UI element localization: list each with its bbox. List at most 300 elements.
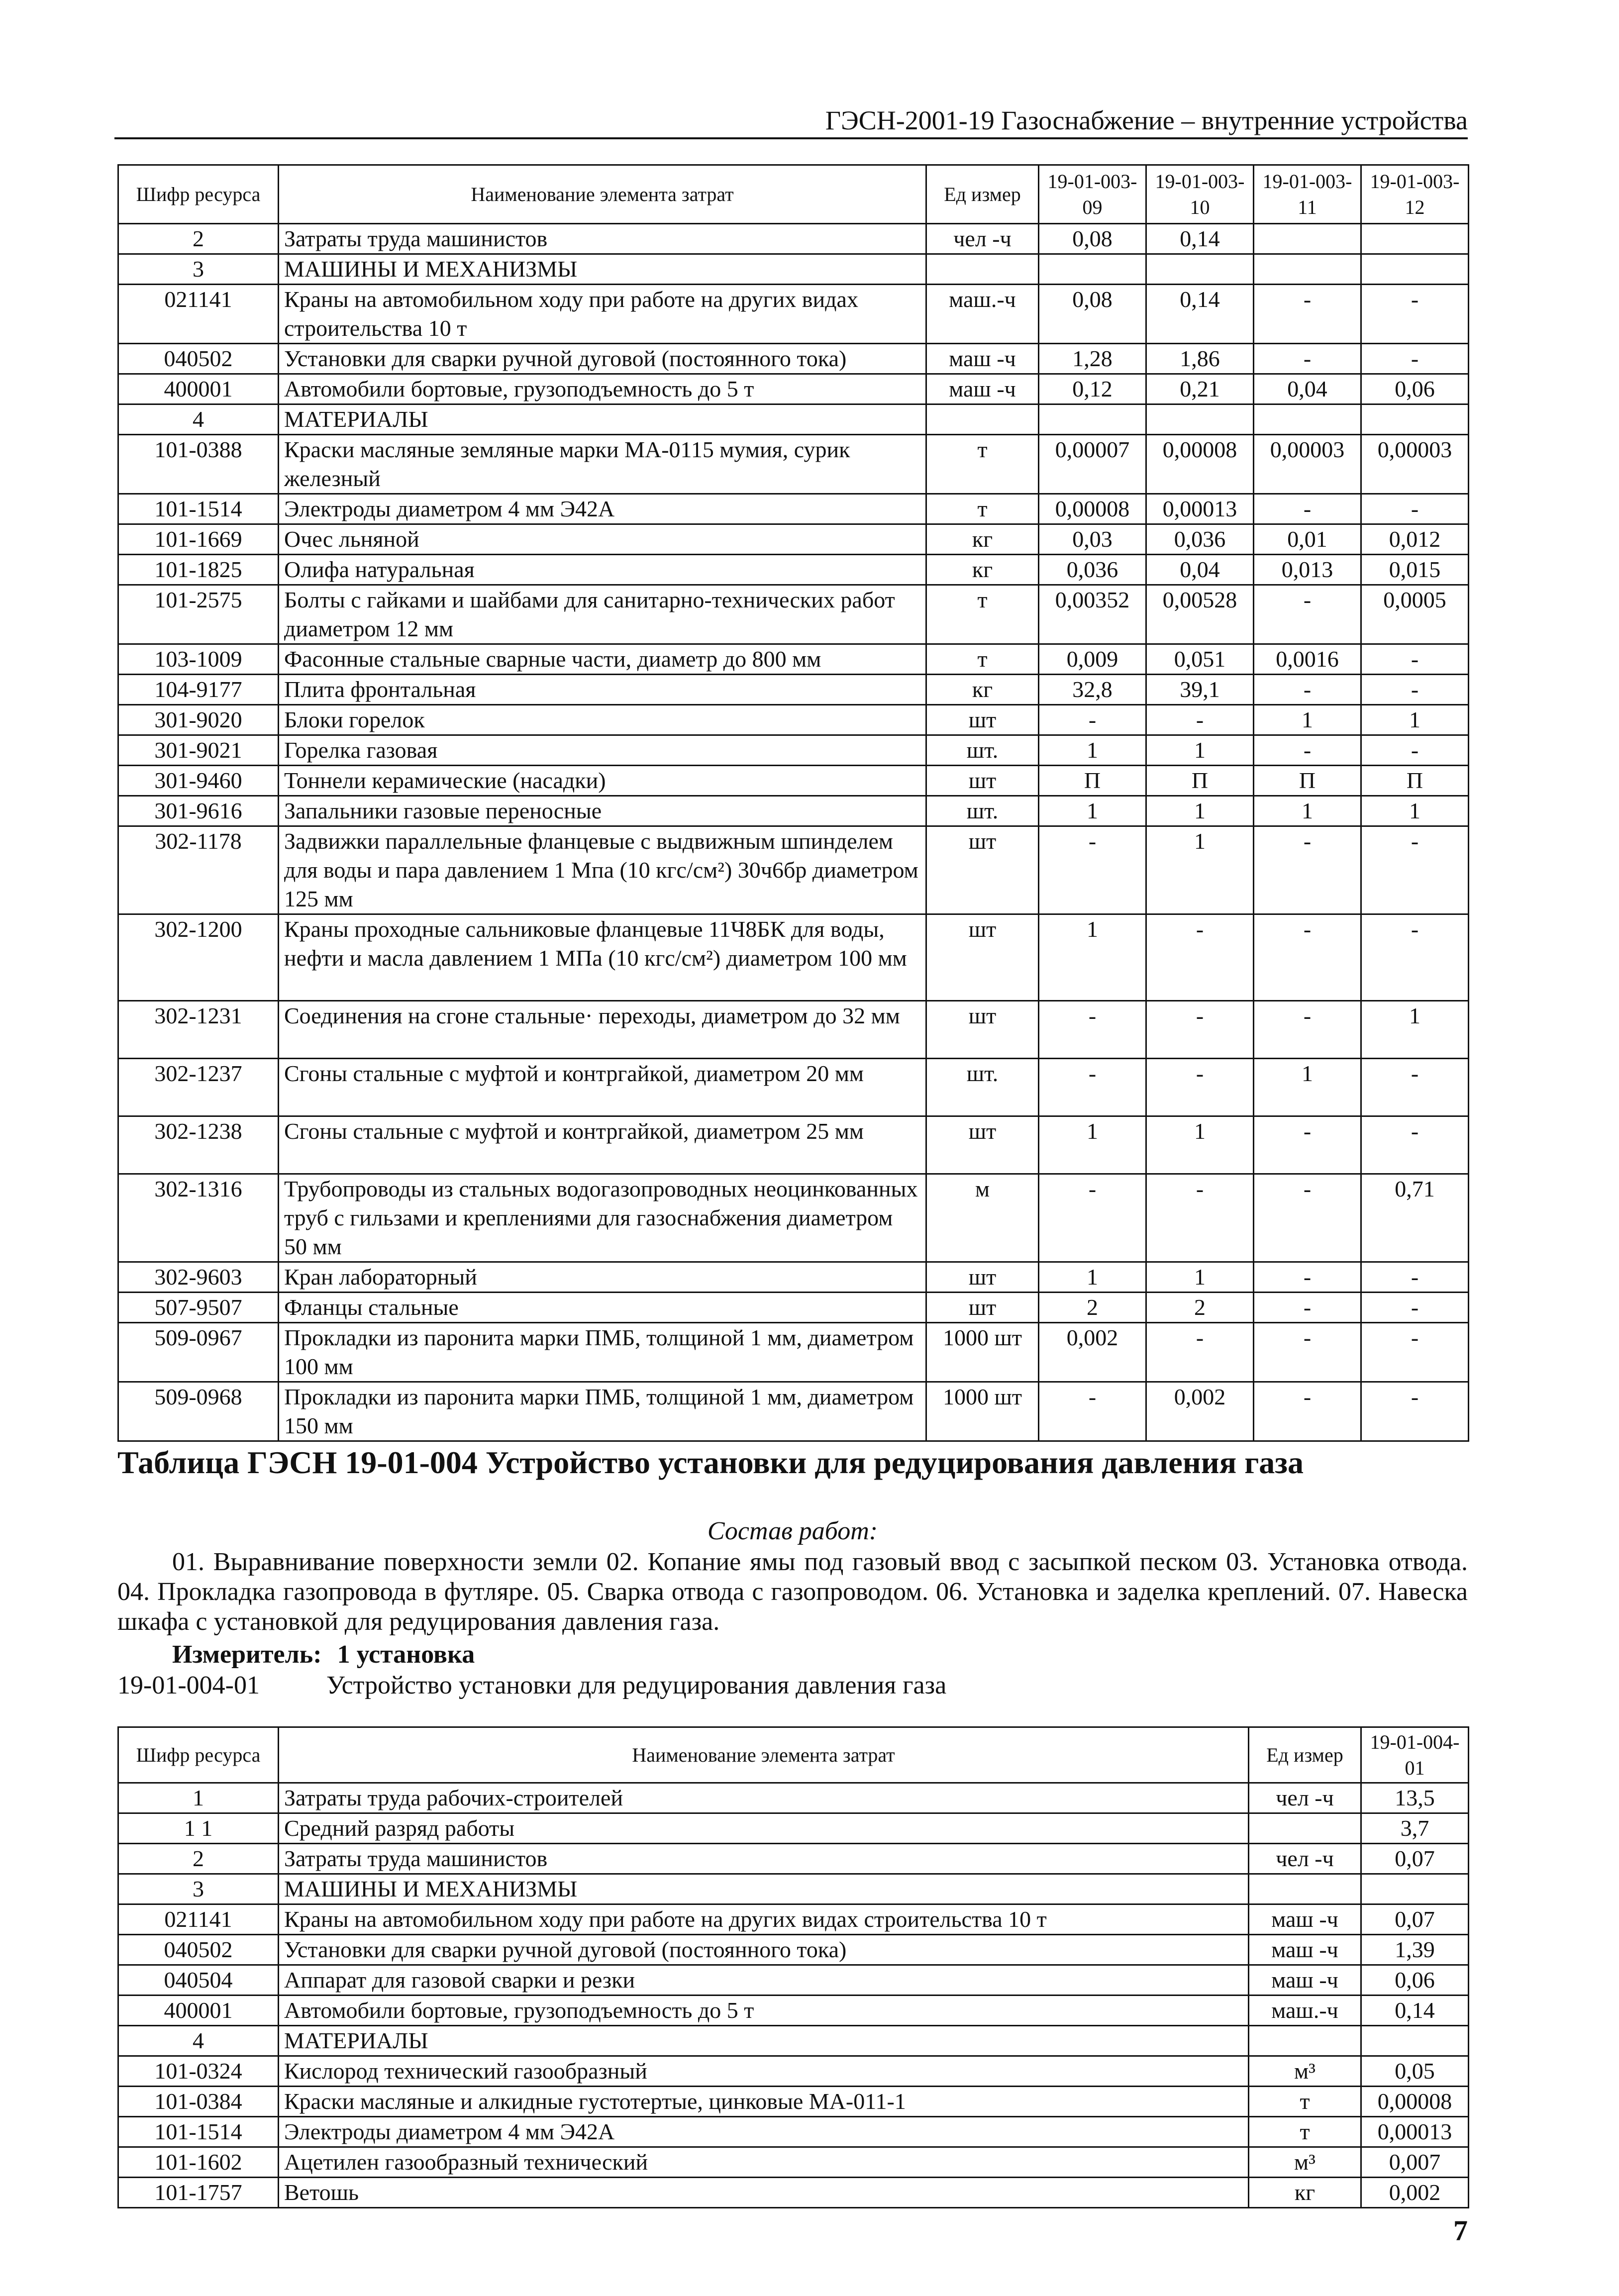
norm-value: - bbox=[1361, 344, 1469, 374]
cost-element-name: Запальники газовые переносные bbox=[279, 796, 926, 826]
norm-value: 0,00352 bbox=[1039, 585, 1146, 644]
table-row bbox=[118, 2117, 1469, 2147]
cost-element-name: Краны проходные сальниковые фланцевые 11Ч8БК для воды, нефти и масла давлением 1 МПа (10 кгс/см²) диаметром 100 мм bbox=[279, 914, 926, 1001]
norm-value: 0,00008 bbox=[1039, 494, 1146, 524]
table-row bbox=[118, 2147, 1469, 2178]
resource-code: 104-9177 bbox=[118, 675, 279, 705]
unit-cell: т bbox=[926, 644, 1039, 675]
cost-element-name: Установки для сварки ручной дуговой (постоянного тока) bbox=[279, 344, 926, 374]
norm-value: 13,5 bbox=[1361, 1783, 1469, 1813]
unit-cell: кг bbox=[926, 524, 1039, 555]
norm-value: 0,07 bbox=[1361, 1904, 1469, 1935]
table-header-row bbox=[118, 1727, 1469, 1783]
resource-code: 400001 bbox=[118, 374, 279, 404]
cost-element-name: МАШИНЫ И МЕХАНИЗМЫ bbox=[279, 254, 926, 285]
table-row bbox=[118, 735, 1469, 766]
cost-element-name: Кислород технический газообразный bbox=[279, 2056, 1249, 2087]
table-row bbox=[118, 705, 1469, 735]
cost-element-name: Плита фронтальная bbox=[279, 675, 926, 705]
unit-cell: чел -ч bbox=[1249, 1844, 1361, 1874]
norm-value: 1 bbox=[1039, 735, 1146, 766]
cost-element-name: Средний разряд работы bbox=[279, 1813, 1249, 1844]
table-row bbox=[118, 1382, 1469, 1441]
norm-value: 0,002 bbox=[1039, 1323, 1146, 1382]
table-row bbox=[118, 1783, 1469, 1813]
norm-value: - bbox=[1361, 914, 1469, 1001]
resource-code: 101-0384 bbox=[118, 2087, 279, 2117]
norm-value bbox=[1254, 254, 1361, 285]
table-row bbox=[118, 826, 1469, 914]
resource-code: 509-0968 bbox=[118, 1382, 279, 1441]
table-row bbox=[118, 675, 1469, 705]
cost-element-name: Краски масляные и алкидные густотертые, цинковые МА-011-1 bbox=[279, 2087, 1249, 2117]
unit-cell: шт bbox=[926, 1001, 1039, 1059]
norm-value: - bbox=[1361, 826, 1469, 914]
norm-value: 0,01 bbox=[1254, 524, 1361, 555]
unit-cell: шт. bbox=[926, 735, 1039, 766]
resource-code: 2 bbox=[118, 224, 279, 254]
resource-code: 101-0388 bbox=[118, 435, 279, 494]
norm-value: - bbox=[1146, 705, 1254, 735]
norm-value: 1 bbox=[1039, 914, 1146, 1001]
norm-value: - bbox=[1254, 1174, 1361, 1262]
norm-value: 0,013 bbox=[1254, 555, 1361, 585]
unit-cell: шт bbox=[926, 1116, 1039, 1174]
resource-code: 101-0324 bbox=[118, 2056, 279, 2087]
norm-value: - bbox=[1361, 285, 1469, 344]
col-header-norm: 19-01-003-12 bbox=[1361, 165, 1469, 224]
cost-element-name: Сгоны стальные с муфтой и контргайкой, диаметром 25 мм bbox=[279, 1116, 926, 1174]
cost-element-name: МАШИНЫ И МЕХАНИЗМЫ bbox=[279, 1874, 1249, 1904]
resource-code: 301-9021 bbox=[118, 735, 279, 766]
cost-element-name: Кран лабораторный bbox=[279, 1262, 926, 1293]
norm-value: - bbox=[1039, 1059, 1146, 1116]
cost-element-name: Затраты труда машинистов bbox=[279, 1844, 1249, 1874]
table-row bbox=[118, 1935, 1469, 1965]
running-header bbox=[114, 106, 1468, 139]
resource-code: 302-1238 bbox=[118, 1116, 279, 1174]
unit-cell: шт. bbox=[926, 1059, 1039, 1116]
norm-value: 0,04 bbox=[1254, 374, 1361, 404]
cost-element-name: Тоннели керамические (насадки) bbox=[279, 766, 926, 796]
unit-cell: 1000 шт bbox=[926, 1323, 1039, 1382]
table-row bbox=[118, 2178, 1469, 2208]
norm-value: - bbox=[1146, 1174, 1254, 1262]
section-title: Таблица ГЭСН 19-01-004 Устройство установки для редуцирования давления газа bbox=[117, 1445, 1304, 1480]
norm-value bbox=[1361, 254, 1469, 285]
norm-value: - bbox=[1039, 1001, 1146, 1059]
norm-value: - bbox=[1254, 1293, 1361, 1323]
norm-value: 0,14 bbox=[1361, 1996, 1469, 2026]
cost-element-name: Автомобили бортовые, грузоподъемность до 5 т bbox=[279, 1996, 1249, 2026]
norm-value: 2 bbox=[1039, 1293, 1146, 1323]
unit-cell: 1000 шт bbox=[926, 1382, 1039, 1441]
norm-value: - bbox=[1039, 705, 1146, 735]
norm-value: - bbox=[1254, 675, 1361, 705]
resource-code: 101-1602 bbox=[118, 2147, 279, 2178]
norm-value bbox=[1254, 224, 1361, 254]
cost-element-name: Ветошь bbox=[279, 2178, 1249, 2208]
unit-cell: шт bbox=[926, 1293, 1039, 1323]
header-title: ГЭСН-2001-19 Газоснабжение – внутренние устройства bbox=[825, 105, 1468, 135]
resource-code: 4 bbox=[118, 404, 279, 435]
norm-value: 0,04 bbox=[1146, 555, 1254, 585]
unit-cell: кг bbox=[1249, 2178, 1361, 2208]
unit-cell: т bbox=[1249, 2087, 1361, 2117]
norm-value: 0,08 bbox=[1039, 224, 1146, 254]
norm-value: 0,051 bbox=[1146, 644, 1254, 675]
norm-value: 3,7 bbox=[1361, 1813, 1469, 1844]
unit-cell: шт bbox=[926, 766, 1039, 796]
norm-value: - bbox=[1254, 1382, 1361, 1441]
col-header-norm: 19-01-003-09 bbox=[1039, 165, 1146, 224]
norm-value: - bbox=[1361, 1059, 1469, 1116]
resource-code: 302-1200 bbox=[118, 914, 279, 1001]
table-body bbox=[118, 1783, 1469, 2208]
norm-value bbox=[1146, 404, 1254, 435]
norm-value: - bbox=[1361, 675, 1469, 705]
resource-code: 301-9020 bbox=[118, 705, 279, 735]
norm-value bbox=[1254, 404, 1361, 435]
norm-value: - bbox=[1254, 1262, 1361, 1293]
unit-cell: чел -ч bbox=[1249, 1783, 1361, 1813]
table-row bbox=[118, 796, 1469, 826]
norm-value: 0,015 bbox=[1361, 555, 1469, 585]
col-header-norm: 19-01-003-10 bbox=[1146, 165, 1254, 224]
table-row bbox=[118, 494, 1469, 524]
table-row bbox=[118, 644, 1469, 675]
table-row bbox=[118, 1844, 1469, 1874]
norm-value: 0,036 bbox=[1146, 524, 1254, 555]
resource-code: 101-1669 bbox=[118, 524, 279, 555]
unit-cell: шт bbox=[926, 914, 1039, 1001]
unit-cell: чел -ч bbox=[926, 224, 1039, 254]
table-row bbox=[118, 1174, 1469, 1262]
norm-value: - bbox=[1146, 1001, 1254, 1059]
unit-cell: маш -ч bbox=[1249, 1965, 1361, 1996]
norm-value: 0,009 bbox=[1039, 644, 1146, 675]
norm-value: 0,002 bbox=[1361, 2178, 1469, 2208]
norm-value: - bbox=[1361, 644, 1469, 675]
unit-cell: маш.-ч bbox=[926, 285, 1039, 344]
unit-cell: м bbox=[926, 1174, 1039, 1262]
table-row bbox=[118, 404, 1469, 435]
resource-code: 302-1178 bbox=[118, 826, 279, 914]
table-row bbox=[118, 524, 1469, 555]
norm-value: - bbox=[1361, 1116, 1469, 1174]
unit-cell: т bbox=[1249, 2117, 1361, 2147]
table-row bbox=[118, 1813, 1469, 1844]
norm-value: 1 bbox=[1361, 1001, 1469, 1059]
cost-element-name: Прокладки из паронита марки ПМБ, толщиной 1 мм, диаметром 100 мм bbox=[279, 1323, 926, 1382]
resource-code: 302-1237 bbox=[118, 1059, 279, 1116]
norm-value: - bbox=[1254, 1116, 1361, 1174]
resource-code: 1 1 bbox=[118, 1813, 279, 1844]
resource-table-004 bbox=[117, 1726, 1469, 2208]
cost-element-name: Фланцы стальные bbox=[279, 1293, 926, 1323]
norm-value: - bbox=[1361, 735, 1469, 766]
resource-code: 101-1514 bbox=[118, 494, 279, 524]
table-row bbox=[118, 224, 1469, 254]
unit-cell: маш -ч bbox=[1249, 1935, 1361, 1965]
unit-cell bbox=[926, 254, 1039, 285]
cost-element-name: Фасонные стальные сварные части, диаметр до 800 мм bbox=[279, 644, 926, 675]
meter-line bbox=[117, 1640, 475, 1670]
norm-value bbox=[1146, 254, 1254, 285]
unit-cell bbox=[926, 404, 1039, 435]
col-header-code: Шифр ресурса bbox=[118, 165, 279, 224]
table-row bbox=[118, 1059, 1469, 1116]
unit-cell: маш -ч bbox=[926, 344, 1039, 374]
table-row bbox=[118, 285, 1469, 344]
norm-value: 0,00008 bbox=[1146, 435, 1254, 494]
table-row bbox=[118, 2087, 1469, 2117]
norm-value: 0,012 bbox=[1361, 524, 1469, 555]
table-row bbox=[118, 1001, 1469, 1059]
norm-value bbox=[1039, 254, 1146, 285]
norm-value: - bbox=[1254, 285, 1361, 344]
table-row bbox=[118, 914, 1469, 1001]
norm-value: 0,05 bbox=[1361, 2056, 1469, 2087]
page-number: 7 bbox=[1453, 2214, 1468, 2247]
norm-value: 0,06 bbox=[1361, 1965, 1469, 1996]
norm-value: - bbox=[1146, 1059, 1254, 1116]
norm-value: - bbox=[1254, 494, 1361, 524]
table-row bbox=[118, 555, 1469, 585]
cost-element-name: Краски масляные земляные марки МА-0115 мумия, сурик железный bbox=[279, 435, 926, 494]
norm-value bbox=[1361, 224, 1469, 254]
meter-value: 1 установка bbox=[337, 1640, 475, 1669]
norm-value: 1 bbox=[1146, 735, 1254, 766]
resource-code: 103-1009 bbox=[118, 644, 279, 675]
cost-element-name: Электроды диаметром 4 мм Э42А bbox=[279, 494, 926, 524]
cost-element-name: Автомобили бортовые, грузоподъемность до 5 т bbox=[279, 374, 926, 404]
unit-cell: кг bbox=[926, 675, 1039, 705]
cost-element-name: МАТЕРИАЛЫ bbox=[279, 404, 926, 435]
norm-value: 32,8 bbox=[1039, 675, 1146, 705]
norm-value: 0,0016 bbox=[1254, 644, 1361, 675]
norm-value: - bbox=[1254, 1001, 1361, 1059]
resource-code: 040502 bbox=[118, 344, 279, 374]
resource-code: 101-2575 bbox=[118, 585, 279, 644]
norm-value: П bbox=[1254, 766, 1361, 796]
resource-code: 101-1825 bbox=[118, 555, 279, 585]
norm-value: 0,14 bbox=[1146, 285, 1254, 344]
table-row bbox=[118, 1262, 1469, 1293]
norm-value: 0,14 bbox=[1146, 224, 1254, 254]
resource-table-003 bbox=[117, 164, 1469, 1442]
table-row bbox=[118, 1293, 1469, 1323]
resource-code: 021141 bbox=[118, 285, 279, 344]
norm-value: 0,08 bbox=[1039, 285, 1146, 344]
norm-value: 0,00003 bbox=[1254, 435, 1361, 494]
table-body bbox=[118, 224, 1469, 1441]
resource-code: 021141 bbox=[118, 1904, 279, 1935]
norm-value: - bbox=[1361, 1323, 1469, 1382]
cost-element-name: Блоки горелок bbox=[279, 705, 926, 735]
resource-code: 302-9603 bbox=[118, 1262, 279, 1293]
resource-code: 3 bbox=[118, 1874, 279, 1904]
norm-value: - bbox=[1254, 735, 1361, 766]
cost-element-name: Краны на автомобильном ходу при работе на других видах строительства 10 т bbox=[279, 1904, 1249, 1935]
resource-code: 301-9616 bbox=[118, 796, 279, 826]
norm-value: 0,036 bbox=[1039, 555, 1146, 585]
unit-cell: кг bbox=[926, 555, 1039, 585]
norm-value: 0,00008 bbox=[1361, 2087, 1469, 2117]
norm-value: - bbox=[1361, 1382, 1469, 1441]
norm-value: - bbox=[1146, 1323, 1254, 1382]
norm-value: 0,03 bbox=[1039, 524, 1146, 555]
resource-code: 302-1231 bbox=[118, 1001, 279, 1059]
norm-value: - bbox=[1254, 344, 1361, 374]
cost-element-name: Аппарат для газовой сварки и резки bbox=[279, 1965, 1249, 1996]
resource-code: 101-1514 bbox=[118, 2117, 279, 2147]
table-row bbox=[118, 1323, 1469, 1382]
norm-value: 0,00528 bbox=[1146, 585, 1254, 644]
norm-value: - bbox=[1254, 585, 1361, 644]
norm-value: 1 bbox=[1254, 705, 1361, 735]
norm-value: П bbox=[1039, 766, 1146, 796]
table-row bbox=[118, 1874, 1469, 1904]
norm-value: П bbox=[1361, 766, 1469, 796]
unit-cell bbox=[1249, 1813, 1361, 1844]
norm-value: - bbox=[1254, 1323, 1361, 1382]
norm-value: 1 bbox=[1146, 1262, 1254, 1293]
norm-value: - bbox=[1361, 494, 1469, 524]
norm-value: 1,39 bbox=[1361, 1935, 1469, 1965]
cost-element-name: Ацетилен газообразный технический bbox=[279, 2147, 1249, 2178]
norm-value: - bbox=[1039, 826, 1146, 914]
norm-value: 0,00007 bbox=[1039, 435, 1146, 494]
norm-value: 0,21 bbox=[1146, 374, 1254, 404]
norm-value: 1 bbox=[1039, 1262, 1146, 1293]
col-header-unit: Ед измер bbox=[1249, 1727, 1361, 1783]
norm-value bbox=[1361, 404, 1469, 435]
unit-cell: шт bbox=[926, 826, 1039, 914]
resource-code: 2 bbox=[118, 1844, 279, 1874]
norm-value: 1 bbox=[1039, 796, 1146, 826]
norm-code-line bbox=[117, 1671, 946, 1700]
unit-cell: т bbox=[926, 585, 1039, 644]
norm-value: 0,00013 bbox=[1361, 2117, 1469, 2147]
norm-value: 2 bbox=[1146, 1293, 1254, 1323]
unit-cell: маш -ч bbox=[1249, 1904, 1361, 1935]
norm-value: - bbox=[1254, 826, 1361, 914]
norm-value: 0,12 bbox=[1039, 374, 1146, 404]
table-row bbox=[118, 374, 1469, 404]
norm-value: 1 bbox=[1361, 796, 1469, 826]
norm-value: - bbox=[1039, 1382, 1146, 1441]
cost-element-name: Олифа натуральная bbox=[279, 555, 926, 585]
col-header-norm: 19-01-004-01 bbox=[1361, 1727, 1469, 1783]
resource-code: 101-1757 bbox=[118, 2178, 279, 2208]
norm-value: - bbox=[1361, 1262, 1469, 1293]
norm-value: 1 bbox=[1146, 1116, 1254, 1174]
composition-title: Состав работ: bbox=[707, 1517, 878, 1545]
norm-value: 39,1 bbox=[1146, 675, 1254, 705]
meter-label: Измеритель: bbox=[172, 1640, 322, 1669]
table-row bbox=[118, 1116, 1469, 1174]
cost-element-name: Задвижки параллельные фланцевые с выдвижным шпинделем для воды и пара давлением 1 Мпа (10 кгс/см²) 30ч6бр диаметром 125 мм bbox=[279, 826, 926, 914]
cost-element-name: Очес льняной bbox=[279, 524, 926, 555]
norm-value: 1 bbox=[1039, 1116, 1146, 1174]
col-header-name: Наименование элемента затрат bbox=[279, 1727, 1249, 1783]
col-header-unit: Ед измер bbox=[926, 165, 1039, 224]
norm-value: 1,28 bbox=[1039, 344, 1146, 374]
cost-element-name: Затраты труда рабочих-строителей bbox=[279, 1783, 1249, 1813]
cost-element-name: МАТЕРИАЛЫ bbox=[279, 2026, 1249, 2056]
cost-element-name: Соединения на сгоне стальные· переходы, диаметром до 32 мм bbox=[279, 1001, 926, 1059]
unit-cell: т bbox=[926, 494, 1039, 524]
norm-value: - bbox=[1361, 1293, 1469, 1323]
cost-element-name: Прокладки из паронита марки ПМБ, толщиной 1 мм, диаметром 150 мм bbox=[279, 1382, 926, 1441]
norm-value: 1 bbox=[1146, 826, 1254, 914]
norm-value bbox=[1361, 2026, 1469, 2056]
resource-code: 4 bbox=[118, 2026, 279, 2056]
cost-element-name: Краны на автомобильном ходу при работе на других видах строительства 10 т bbox=[279, 285, 926, 344]
table-row bbox=[118, 1996, 1469, 2026]
table-row bbox=[118, 435, 1469, 494]
unit-cell: маш -ч bbox=[926, 374, 1039, 404]
norm-value: П bbox=[1146, 766, 1254, 796]
resource-code: 1 bbox=[118, 1783, 279, 1813]
resource-code: 509-0967 bbox=[118, 1323, 279, 1382]
norm-value: - bbox=[1254, 914, 1361, 1001]
table-row bbox=[118, 1904, 1469, 1935]
table-row bbox=[118, 254, 1469, 285]
unit-cell: т bbox=[926, 435, 1039, 494]
norm-value: 0,007 bbox=[1361, 2147, 1469, 2178]
resource-code: 302-1316 bbox=[118, 1174, 279, 1262]
cost-element-name: Болты с гайками и шайбами для санитарно-технических работ диаметром 12 мм bbox=[279, 585, 926, 644]
resource-code: 507-9507 bbox=[118, 1293, 279, 1323]
table-row bbox=[118, 585, 1469, 644]
norm-value bbox=[1039, 404, 1146, 435]
norm-value: 1 bbox=[1146, 796, 1254, 826]
norm-value: 1 bbox=[1254, 1059, 1361, 1116]
table-header-row bbox=[118, 165, 1469, 224]
table-row bbox=[118, 2026, 1469, 2056]
norm-value: 0,002 bbox=[1146, 1382, 1254, 1441]
table-row bbox=[118, 2056, 1469, 2087]
unit-cell bbox=[1249, 2026, 1361, 2056]
norm-value: 1 bbox=[1361, 705, 1469, 735]
resource-code: 3 bbox=[118, 254, 279, 285]
norm-value: 0,0005 bbox=[1361, 585, 1469, 644]
norm-value: 0,00013 bbox=[1146, 494, 1254, 524]
unit-cell: маш.-ч bbox=[1249, 1996, 1361, 2026]
table-row bbox=[118, 344, 1469, 374]
norm-value: 0,07 bbox=[1361, 1844, 1469, 1874]
cost-element-name: Горелка газовая bbox=[279, 735, 926, 766]
norm-value: 1,86 bbox=[1146, 344, 1254, 374]
resource-code: 400001 bbox=[118, 1996, 279, 2026]
unit-cell: м³ bbox=[1249, 2056, 1361, 2087]
cost-element-name: Электроды диаметром 4 мм Э42А bbox=[279, 2117, 1249, 2147]
resource-code: 301-9460 bbox=[118, 766, 279, 796]
col-header-name: Наименование элемента затрат bbox=[279, 165, 926, 224]
table-row bbox=[118, 1965, 1469, 1996]
unit-cell: м³ bbox=[1249, 2147, 1361, 2178]
col-header-code: Шифр ресурса bbox=[118, 1727, 279, 1783]
norm-value: 0,00003 bbox=[1361, 435, 1469, 494]
norm-value: 0,71 bbox=[1361, 1174, 1469, 1262]
table-row bbox=[118, 766, 1469, 796]
norm-value: - bbox=[1146, 914, 1254, 1001]
works-list: 01. Выравнивание поверхности земли 02. Копание ямы под газовый ввод с засыпкой песком 03. Установка отвода. 04. Прокладка газопровода в футляре. 05. Сварка отвода с газопроводом. 06. Установка и заделка креплений. 07. Навеска шкафа с установкой для редуцирования давления газа. bbox=[117, 1548, 1468, 1636]
norm-code: 19-01-004-01 bbox=[117, 1671, 260, 1699]
cost-element-name: Трубопроводы из стальных водогазопроводных неоцинкованных труб с гильзами и креплениями для газоснабжения диаметром 50 мм bbox=[279, 1174, 926, 1262]
